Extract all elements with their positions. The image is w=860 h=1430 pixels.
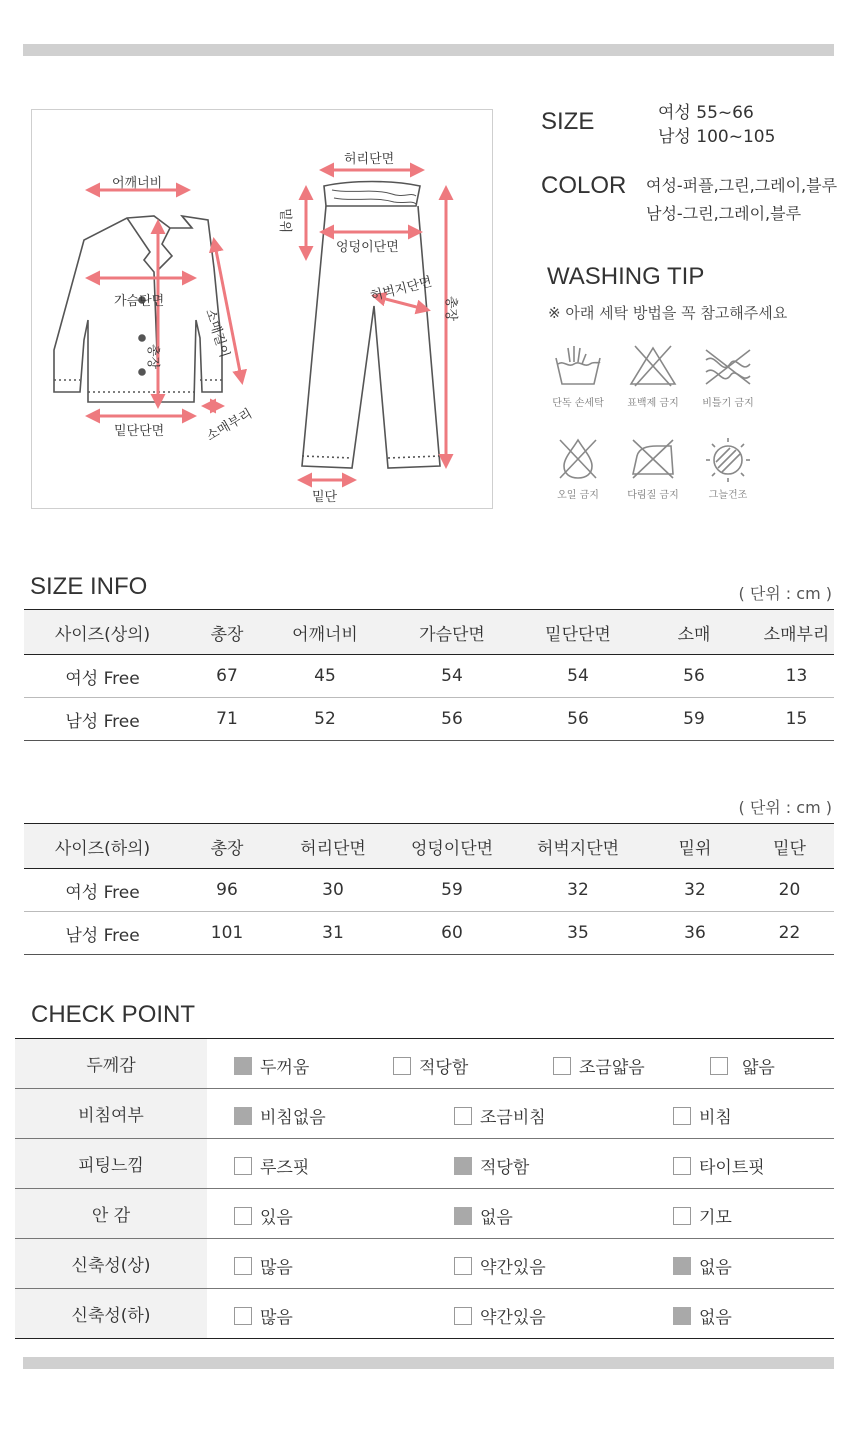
table-header-cell: 사이즈(하의) [24,824,181,869]
table-header-row [24,610,834,655]
table-header-cell: 허벅지단면 [511,824,645,869]
table-cell: 22 [745,912,834,955]
no-bleach-icon [625,342,681,409]
check-row-stretch-top [15,1239,834,1289]
size-unit-bottom: ( 단위 : cm ) [738,798,832,817]
no-iron-caption: 다림질 금지 [627,490,679,501]
check-option[interactable] [673,1103,732,1128]
hand-wash-caption: 단독 손세탁 [552,398,604,409]
pants-outline [302,182,440,469]
table-cell: 36 [645,912,745,955]
shade-dry-caption: 그늘건조 [708,490,748,501]
check-option[interactable] [710,1053,775,1078]
table-row [24,655,834,698]
table-header-cell: 사이즈(상의) [24,610,181,655]
table-header-cell: 어깨너비 [273,610,377,655]
table-header-cell: 밑단단면 [527,610,629,655]
checkbox[interactable] [673,1207,691,1225]
check-option-label: 얇음 [742,1058,775,1078]
check-option[interactable] [673,1153,765,1178]
top-divider-bar [23,44,834,56]
color-label: COLOR [541,172,627,199]
checkbox[interactable] [393,1057,411,1075]
table-cell: 56 [629,655,759,698]
check-option-label: 없음 [480,1208,513,1228]
checkbox[interactable] [454,1207,472,1225]
shade-dry-icon [700,434,756,501]
checkbox[interactable] [710,1057,728,1075]
table-header-cell: 엉덩이단면 [393,824,511,869]
table-cell: 13 [759,655,834,698]
table-cell: 101 [181,912,273,955]
check-row-label: 안 감 [15,1189,207,1239]
color-values [646,172,837,228]
check-row-sheerness [15,1089,834,1139]
check-row-label: 비침여부 [15,1089,207,1139]
checkbox[interactable] [234,1107,252,1125]
checkbox[interactable] [673,1257,691,1275]
check-row-label: 두께감 [15,1039,207,1089]
check-row-thickness [15,1039,834,1089]
hip-label: 엉덩이단면 [336,240,399,255]
check-option-label: 없음 [699,1308,732,1328]
top-length-label: 총장 [145,344,160,370]
check-point-table [15,1038,834,1339]
no-wring-caption: 비틀기 금지 [702,398,754,409]
check-option-label: 루즈핏 [260,1158,310,1178]
check-option-label: 기모 [699,1208,732,1228]
table-cell: 54 [377,655,527,698]
size-men: 남성 100~105 [658,127,776,147]
no-oil-caption: 오일 금지 [557,490,599,501]
washing-tip-title: WASHING TIP [547,263,705,290]
bottom-size-table [24,823,834,955]
check-row-options [207,1139,834,1189]
check-option[interactable] [234,1103,326,1128]
table-header-cell: 가슴단면 [377,610,527,655]
table-row [24,869,834,912]
checkbox[interactable] [234,1157,252,1175]
table-cell: 54 [527,655,629,698]
check-option[interactable] [454,1253,546,1278]
table-header-cell: 밑단 [745,824,834,869]
checkbox[interactable] [454,1107,472,1125]
check-option-label: 많음 [260,1308,293,1328]
shoulder-width-label: 어깨너비 [112,176,163,191]
sleeve-length-label: 소매길이 [201,307,232,360]
check-row-options [207,1189,834,1239]
table-cell: 35 [511,912,645,955]
checkbox[interactable] [234,1307,252,1325]
check-row-options [207,1039,834,1089]
table-cell: 15 [759,698,834,741]
bottom-divider-bar [23,1357,834,1369]
table-row [24,698,834,741]
table-header-cell: 밑위 [645,824,745,869]
check-option-label: 조금비침 [480,1108,546,1128]
table-cell: 32 [511,869,645,912]
pants-length-label: 총장 [443,296,458,322]
hem-width-label: 밑단단면 [114,424,165,439]
hand-wash-icon [550,342,606,409]
check-row-label: 피팅느낌 [15,1139,207,1189]
table-header-cell: 소매부리 [759,610,834,655]
top-size-table [24,609,834,741]
no-dry-clean-icon [550,434,606,501]
check-option[interactable] [454,1303,546,1328]
checkbox[interactable] [454,1157,472,1175]
table-header-cell: 허리단면 [273,824,393,869]
check-option-label: 타이트핏 [699,1158,765,1178]
table-cell: 71 [181,698,273,741]
check-option-label: 두꺼움 [260,1058,310,1078]
check-row-label: 신축성(상) [15,1239,207,1289]
size-label: SIZE [541,108,595,135]
check-option[interactable] [393,1053,468,1078]
checkbox[interactable] [454,1257,472,1275]
check-row-options [207,1289,834,1339]
check-option-label: 많음 [260,1258,293,1278]
check-option[interactable] [234,1203,293,1228]
check-option[interactable] [234,1303,293,1328]
check-point-title: CHECK POINT [31,1001,196,1028]
measurement-diagram [31,109,493,509]
checkbox[interactable] [673,1307,691,1325]
check-option-label: 적당함 [419,1058,469,1078]
chest-width-label: 가슴단면 [114,294,165,309]
table-header-cell: 총장 [181,824,273,869]
color-women: 여성-퍼플,그린,그레이,블루 [646,176,838,195]
table-cell: 45 [273,655,377,698]
table-row [24,912,834,955]
table-cell: 56 [377,698,527,741]
check-row-options [207,1089,834,1139]
table-cell: 여성 Free [24,655,181,698]
table-cell: 남성 Free [24,912,181,955]
check-row-label: 신축성(하) [15,1289,207,1339]
checkbox[interactable] [234,1057,252,1075]
table-cell: 여성 Free [24,869,181,912]
table-cell: 32 [645,869,745,912]
check-row-lining [15,1189,834,1239]
table-cell: 67 [181,655,273,698]
size-values [658,101,775,149]
check-option[interactable] [673,1303,732,1328]
no-iron-icon [625,434,681,501]
check-option-label: 비침 [699,1108,732,1128]
checkbox[interactable] [234,1207,252,1225]
check-option-label: 비침없음 [260,1108,326,1128]
check-option[interactable] [454,1103,546,1128]
no-wring-icon [700,342,756,409]
table-header-cell: 소매 [629,610,759,655]
size-unit-top: ( 단위 : cm ) [738,584,832,603]
checkbox[interactable] [454,1307,472,1325]
checkbox[interactable] [234,1257,252,1275]
table-cell: 남성 Free [24,698,181,741]
color-men: 남성-그린,그레이,블루 [646,204,802,223]
table-cell: 30 [273,869,393,912]
check-row-fit [15,1139,834,1189]
size-info-title: SIZE INFO [30,573,148,600]
check-option-label: 없음 [699,1258,732,1278]
cuff-label: 소매부리 [204,406,256,445]
check-option-label: 약간있음 [480,1258,546,1278]
checkbox[interactable] [673,1157,691,1175]
table-cell: 60 [393,912,511,955]
check-option[interactable] [673,1203,732,1228]
check-row-options [207,1239,834,1289]
garment-illustration [32,110,494,510]
table-cell: 59 [629,698,759,741]
thigh-label: 허벅지단면 [368,274,434,305]
washing-note: ※ 아래 세탁 방법을 꼭 참고해주세요 [548,304,788,322]
check-option[interactable] [234,1053,309,1078]
check-option-label: 적당함 [480,1158,530,1178]
shirt-outline [54,216,222,402]
table-header-row [24,824,834,869]
check-option-label: 조금얇음 [579,1058,645,1078]
checkbox[interactable] [553,1057,571,1075]
pants-measure-arrows [300,170,446,480]
check-option[interactable] [454,1153,529,1178]
check-row-stretch-bottom [15,1289,834,1339]
table-cell: 52 [273,698,377,741]
check-option[interactable] [234,1153,309,1178]
table-cell: 20 [745,869,834,912]
no-bleach-caption: 표백제 금지 [627,398,679,409]
check-option-label: 약간있음 [480,1308,546,1328]
table-cell: 56 [527,698,629,741]
check-option[interactable] [234,1253,293,1278]
table-cell: 31 [273,912,393,955]
table-header-cell: 총장 [181,610,273,655]
waist-label: 허리단면 [344,152,395,167]
pants-hem-label: 밑단 [312,490,338,505]
check-option-label: 있음 [260,1208,293,1228]
check-option[interactable] [553,1053,645,1078]
table-cell: 59 [393,869,511,912]
size-women: 여성 55~66 [658,103,754,123]
checkbox[interactable] [673,1107,691,1125]
rise-label: 밑위 [277,208,292,234]
table-cell: 96 [181,869,273,912]
check-option[interactable] [673,1253,732,1278]
check-option[interactable] [454,1203,513,1228]
